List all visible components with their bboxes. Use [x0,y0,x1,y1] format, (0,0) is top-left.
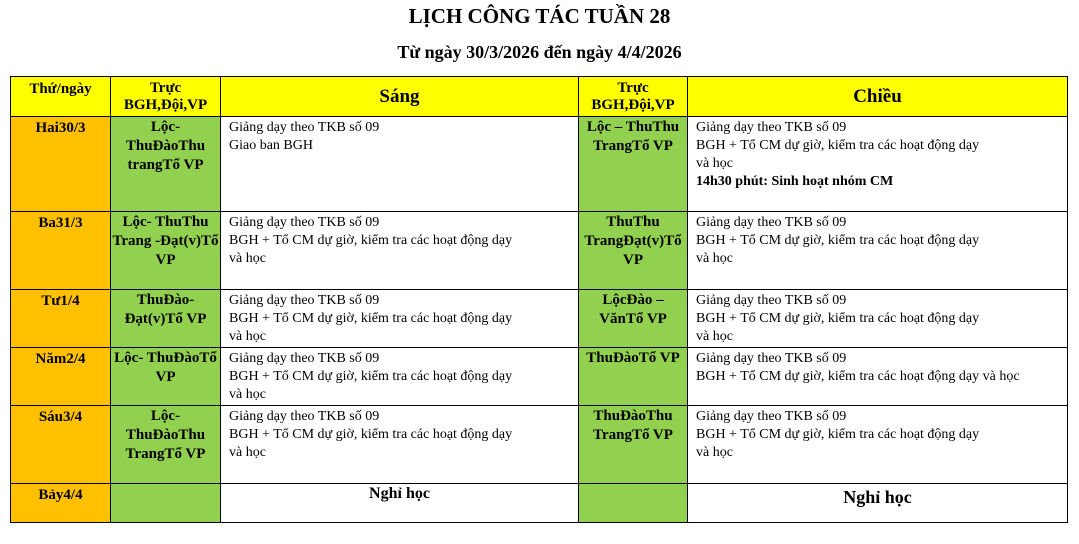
duty-morning-cell [111,484,221,523]
duty-morning-cell-line: Đào- Đạt(v) [124,292,195,327]
morning-cell-line: Giảng dạy theo TKB số 09 [229,409,380,424]
duty-afternoon-cell [579,484,688,523]
table-row [11,348,1068,406]
duty-morning-cell-line: Đào [152,427,179,443]
duty-afternoon-cell-line: Thu Trang [593,119,680,154]
duty-morning-cell-line: Tổ VP [165,311,207,327]
afternoon-cell-line: 14h30 phút: Sinh hoạt nhóm CM [696,174,894,189]
morning-cell-line: Giảng dạy theo TKB số 09 [229,293,380,308]
afternoon-cell-line: BGH + Tổ CM dự giờ, kiểm tra các hoạt động dạy [696,233,980,248]
day-cell-line: 3/4 [63,409,83,425]
duty-afternoon-cell-line: Thu [606,214,633,230]
duty-morning-cell-line: Lộc- Thu [125,119,181,154]
duty-afternoon-cell [579,212,688,290]
duty-morning-cell-line: Thu [136,292,164,308]
duty-afternoon-cell-line: Thu [586,350,613,366]
day-cell-line: Bảy [38,487,64,503]
duty-afternoon-cell-line: Tổ VP [631,427,673,443]
duty-morning-cell-line: Lộc- Thu [114,350,174,366]
day-cell-line: Sáu [38,409,63,425]
duty-afternoon-cell-line: Đạt(v) [623,233,665,249]
header-duty-morning [111,77,221,117]
morning-cell-line: Giao ban BGH [229,138,313,153]
morning-cell-line: BGH + Tổ CM dự giờ, kiểm tra các hoạt động dạy [229,311,513,326]
afternoon-cell [688,290,1068,348]
day-cell [11,117,111,212]
duty-afternoon-cell-line: Thu [593,408,621,424]
duty-morning-cell-line: Tổ VP [155,350,217,385]
header-duty-afternoon [579,77,688,117]
afternoon-cell-line: BGH + Tổ CM dự giờ, kiểm tra các hoạt động dạy [696,138,980,153]
duty-afternoon-cell-line: Tổ VP [631,138,673,154]
day-cell-line: Ba [38,215,56,231]
afternoon-off-cell: Nghỉ học [688,484,1068,523]
day-cell-line: 1/4 [60,293,80,309]
header-row [11,77,1068,117]
header-duty-afternoon-line: Trực [617,79,649,96]
duty-morning-cell-line: Thu trang [127,138,206,173]
duty-afternoon-cell-line: Lộc – Thu [586,119,653,135]
duty-morning-cell-line: Tổ VP [155,233,219,268]
morning-off-cell: Nghỉ học [221,484,579,523]
day-cell-line: 2/4 [66,351,86,367]
day-cell-line: 30/3 [58,120,86,136]
day-cell-line: Năm [35,351,67,367]
header-afternoon: Chiều [688,77,1068,117]
afternoon-cell-line: Giảng dạy theo TKB số 09 [696,215,847,230]
morning-cell-line: Giảng dạy theo TKB số 09 [229,215,380,230]
morning-cell-line: và học [229,329,266,344]
table-row [11,406,1068,484]
afternoon-cell-line: và học [696,445,733,460]
header-day: Thứ/ngày [11,77,111,117]
duty-morning-cell-line: Thu Trang - [112,214,209,249]
duty-afternoon-cell [579,406,688,484]
day-cell-line: 31/3 [55,215,83,231]
duty-afternoon-cell-line: Tổ VP [638,350,680,366]
day-cell [11,406,111,484]
afternoon-cell-line: và học [696,251,733,266]
duty-morning-cell-line: Đào [152,138,179,154]
duty-afternoon-cell [579,290,688,348]
morning-cell-line: và học [229,251,266,266]
duty-morning-cell [111,348,221,406]
afternoon-cell-line: Giảng dạy theo TKB số 09 [696,409,847,424]
day-cell [11,212,111,290]
duty-afternoon-cell-line: Lộc [602,292,627,308]
table-row [11,212,1068,290]
duty-afternoon-cell-line: Đào – Văn [599,292,664,327]
morning-cell-line: và học [229,387,266,402]
duty-afternoon-cell-line: Thu Trang [584,214,660,249]
day-cell-line: Tư [41,293,61,309]
afternoon-cell-line: Giảng dạy theo TKB số 09 [696,293,847,308]
duty-afternoon-cell [579,117,688,212]
day-cell [11,290,111,348]
day-cell [11,348,111,406]
afternoon-cell [688,212,1068,290]
morning-cell-line: BGH + Tổ CM dự giờ, kiểm tra các hoạt động dạy [229,233,513,248]
day-cell-line: Hai [35,120,59,136]
duty-morning-cell [111,212,221,290]
page-subtitle: Từ ngày 30/3/2026 đến ngày 4/4/2026 [397,42,682,62]
afternoon-cell-line: BGH + Tổ CM dự giờ, kiểm tra các hoạt động dạy [696,427,980,442]
afternoon-cell-line: và học [696,156,733,171]
table-row [11,290,1068,348]
morning-cell [221,348,579,406]
morning-cell-line: Giảng dạy theo TKB số 09 [229,351,380,366]
morning-cell [221,290,579,348]
morning-cell-line: Giảng dạy theo TKB số 09 [229,120,380,135]
schedule-table [10,76,1068,523]
duty-afternoon-cell-line: Đào [620,408,646,424]
duty-morning-cell [111,290,221,348]
header-duty-morning-line: BGH,Đội,VP [123,96,208,113]
duty-morning-cell [111,117,221,212]
duty-afternoon-cell [579,348,688,406]
duty-morning-cell-line: Tổ VP [162,157,204,173]
header-duty-afternoon-line: BGH,Đội,VP [591,96,675,113]
duty-morning-cell-line: Đào [173,350,200,366]
afternoon-cell-line: Giảng dạy theo TKB số 09 [696,120,847,135]
afternoon-cell [688,406,1068,484]
duty-morning-cell [111,406,221,484]
day-cell-line: 4/4 [63,487,83,503]
duty-morning-cell-line: Tổ VP [164,446,206,462]
day-cell [11,484,111,523]
duty-afternoon-cell-line: Đào [612,350,639,366]
morning-cell-line: và học [229,445,266,460]
duty-afternoon-cell-line: Thu Trang [593,408,673,443]
duty-morning-cell-line: Lộc- Thu [125,408,181,443]
morning-cell [221,406,579,484]
duty-morning-cell-line: Đạt(v) [160,233,201,249]
page-title: LỊCH CÔNG TÁC TUẦN 28 [408,4,671,28]
duty-afternoon-cell-line: Tổ VP [625,311,667,327]
duty-morning-cell-line: Thu Trang [125,427,206,462]
afternoon-cell [688,348,1068,406]
morning-cell [221,117,579,212]
afternoon-cell-line: BGH + Tổ CM dự giờ, kiểm tra các hoạt động dạy và học [696,369,1020,384]
table-row [11,117,1068,212]
morning-cell-line: BGH + Tổ CM dự giờ, kiểm tra các hoạt động dạy [229,369,513,384]
afternoon-cell [688,117,1068,212]
header-morning: Sáng [221,77,579,117]
morning-cell-line: BGH + Tổ CM dự giờ, kiểm tra các hoạt động dạy [229,427,513,442]
duty-morning-cell-line: Lộc- Thu [122,214,182,230]
afternoon-cell-line: và học [696,329,733,344]
duty-afternoon-cell-line: Tổ VP [623,233,682,268]
header-duty-morning-line: Trực [149,79,182,96]
afternoon-cell-line: BGH + Tổ CM dự giờ, kiểm tra các hoạt động dạy [696,311,980,326]
morning-cell [221,212,579,290]
afternoon-cell-line: Giảng dạy theo TKB số 09 [696,351,847,366]
table-row-saturday [11,484,1068,523]
